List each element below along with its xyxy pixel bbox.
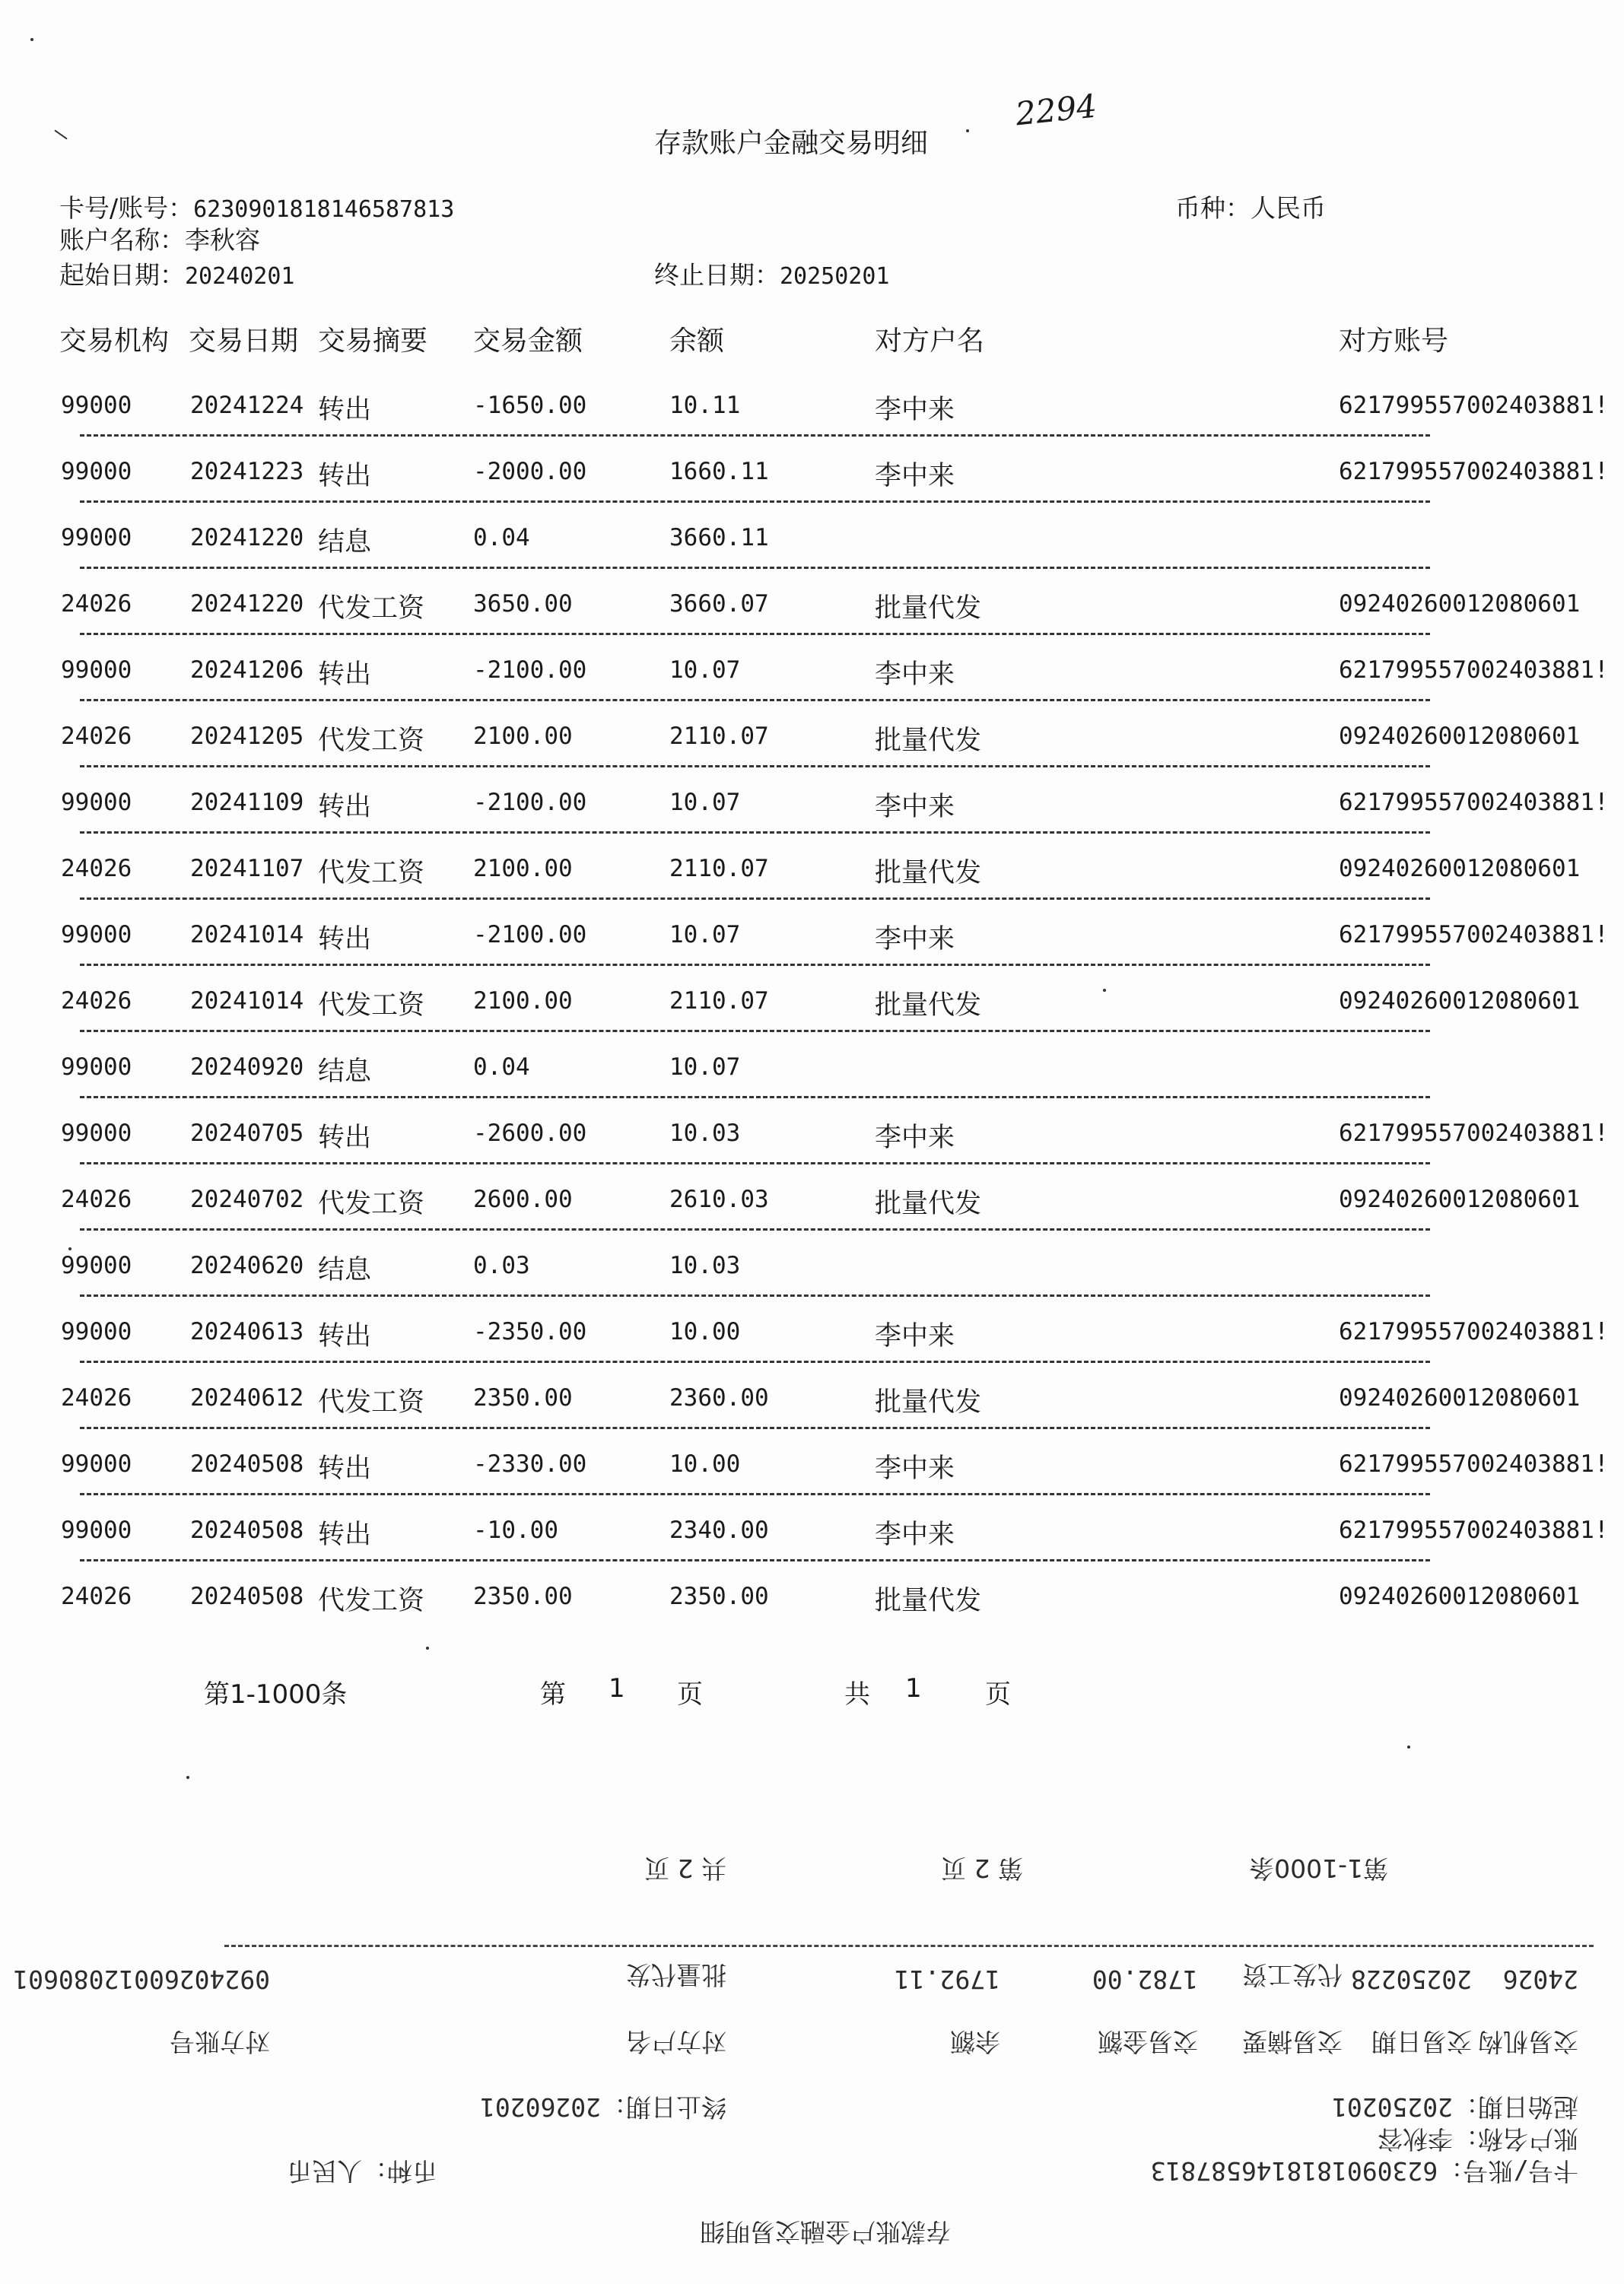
- cell-account: 09240260012080601: [1339, 1384, 1581, 1412]
- scan-speck: [1407, 1746, 1410, 1749]
- cell-balance: 1660.11: [669, 458, 769, 485]
- row-divider: [80, 897, 1430, 900]
- cell-account: 09240260012080601: [1339, 855, 1581, 882]
- page-number: 1: [609, 1673, 625, 1704]
- table-row: [0, 1186, 1624, 1231]
- bleed-row-date: 20250228: [1351, 1965, 1472, 1994]
- cell-date: 20241205: [190, 723, 304, 750]
- table-row: [0, 1120, 1624, 1165]
- handwritten-note: 2294: [1013, 87, 1099, 133]
- currency-value: 人民币: [1251, 193, 1326, 223]
- cell-org: 99000: [61, 524, 132, 551]
- cell-org: 99000: [61, 1450, 132, 1478]
- bleed-page: 第 2 页: [941, 1854, 1023, 1883]
- bleed-start: 起始日期：20250201: [1332, 2092, 1578, 2122]
- bleed-row-summary: 代发工资: [1242, 1960, 1343, 1990]
- cell-amount: -2000.00: [473, 458, 587, 485]
- cell-party: 李中来: [875, 659, 955, 690]
- cell-party: 批量代发: [875, 1387, 982, 1418]
- table-row: [0, 1053, 1624, 1099]
- cell-summary: 结息: [318, 527, 372, 557]
- table-row: [0, 1318, 1624, 1364]
- cell-party: 批量代发: [875, 593, 982, 624]
- cell-account: 621799557002403881!: [1339, 1120, 1609, 1147]
- row-divider: [80, 1493, 1430, 1495]
- row-divider: [80, 434, 1430, 437]
- cell-amount: 2600.00: [473, 1186, 573, 1213]
- cell-org: 24026: [61, 1583, 132, 1610]
- table-row: [0, 987, 1624, 1033]
- cell-summary: 代发工资: [318, 858, 425, 888]
- cell-balance: 10.03: [669, 1252, 741, 1279]
- cell-date: 20240702: [190, 1186, 304, 1213]
- card-account-label: 卡号/账号：: [59, 193, 194, 223]
- cell-org: 99000: [61, 1517, 132, 1544]
- cell-amount: -2100.00: [473, 656, 587, 684]
- bleed-end: 终止日期：20260201: [480, 2092, 726, 2122]
- cell-amount: 0.03: [473, 1252, 530, 1279]
- start-date-label: 起始日期：: [59, 260, 185, 290]
- cell-party: 批量代发: [875, 990, 982, 1021]
- bleed-total: 共 2 页: [644, 1854, 726, 1883]
- table-row: [0, 524, 1624, 570]
- column-header-date: 交易日期: [189, 326, 299, 357]
- cell-balance: 2360.00: [669, 1384, 769, 1412]
- cell-amount: 2350.00: [473, 1384, 573, 1412]
- cell-summary: 代发工资: [318, 1189, 425, 1219]
- cell-account: 621799557002403881!: [1339, 392, 1609, 419]
- cell-summary: 转出: [318, 1321, 372, 1352]
- cell-balance: 2110.07: [669, 855, 769, 882]
- table-row: [0, 723, 1624, 768]
- table-row: [0, 458, 1624, 503]
- cell-balance: 2340.00: [669, 1517, 769, 1544]
- bleed-col-summary: 交易摘要: [1242, 2027, 1343, 2057]
- cell-summary: 转出: [318, 1123, 372, 1153]
- cell-summary: 转出: [318, 659, 372, 690]
- record-range: 第1-1000条: [204, 1679, 348, 1710]
- bleed-title: 存款账户金融交易明细: [700, 2217, 951, 2247]
- cell-date: 20240920: [190, 1053, 304, 1081]
- cell-balance: 2350.00: [669, 1583, 769, 1610]
- row-divider: [80, 500, 1430, 503]
- row-divider: [80, 1559, 1430, 1561]
- cell-date: 20241224: [190, 392, 304, 419]
- cell-account: 09240260012080601: [1339, 590, 1581, 618]
- row-divider: [80, 831, 1430, 834]
- table-row: [0, 921, 1624, 967]
- cell-summary: 转出: [318, 924, 372, 955]
- cell-account: 621799557002403881!: [1339, 1318, 1609, 1345]
- cell-balance: 2110.07: [669, 723, 769, 750]
- page-unit: 页: [677, 1679, 703, 1710]
- row-divider: [80, 1427, 1430, 1429]
- card-account: [59, 189, 454, 224]
- row-divider: [80, 964, 1430, 966]
- cell-balance: 10.03: [669, 1120, 741, 1147]
- cell-summary: 代发工资: [318, 1387, 425, 1418]
- bleed-col-org: 交易机构: [1478, 2027, 1578, 2057]
- table-row: [0, 1583, 1624, 1628]
- cell-amount: 0.04: [473, 1053, 530, 1081]
- cell-org: 24026: [61, 987, 132, 1015]
- cell-account: 621799557002403881!: [1339, 458, 1609, 485]
- cell-org: 99000: [61, 392, 132, 419]
- bleed-col-date: 交易日期: [1371, 2027, 1472, 2057]
- bleed-row-balance: 1792.11: [894, 1965, 1000, 1994]
- start-date: [59, 256, 295, 291]
- currency: [1175, 189, 1326, 224]
- end-date-label: 终止日期：: [654, 260, 780, 290]
- cell-date: 20241109: [190, 789, 304, 816]
- column-header-org: 交易机构: [59, 326, 170, 357]
- cell-account: 621799557002403881!: [1339, 656, 1609, 684]
- cell-org: 99000: [61, 789, 132, 816]
- cell-account: 09240260012080601: [1339, 1583, 1581, 1610]
- cell-party: 李中来: [875, 1321, 955, 1352]
- cell-org: 24026: [61, 723, 132, 750]
- cell-amount: -2600.00: [473, 1120, 587, 1147]
- page-title: 存款账户金融交易明细: [654, 128, 929, 159]
- bleed-row-amount: 1782.00: [1092, 1965, 1198, 1994]
- cell-amount: -10.00: [473, 1517, 558, 1544]
- cell-summary: 结息: [318, 1255, 372, 1285]
- cell-balance: 2110.07: [669, 987, 769, 1015]
- total-label: 共: [844, 1679, 870, 1710]
- table-row: [0, 1252, 1624, 1298]
- cell-balance: 10.07: [669, 656, 741, 684]
- cell-balance: 10.00: [669, 1318, 741, 1345]
- account-name-value: 李秋容: [185, 225, 260, 255]
- cell-account: 09240260012080601: [1339, 723, 1581, 750]
- row-divider: [80, 633, 1430, 635]
- cell-balance: 10.00: [669, 1450, 741, 1478]
- bleed-col-account: 对方账号: [170, 2027, 270, 2057]
- scan-speck: [966, 129, 969, 132]
- cell-party: 批量代发: [875, 726, 982, 756]
- table-row: [0, 1517, 1624, 1562]
- cell-summary: 代发工资: [318, 593, 425, 624]
- cell-date: 20241014: [190, 921, 304, 948]
- row-divider: [80, 1361, 1430, 1363]
- cell-org: 99000: [61, 656, 132, 684]
- cell-date: 20241223: [190, 458, 304, 485]
- bleed-col-party: 对方户名: [626, 2027, 726, 2057]
- cell-summary: 转出: [318, 1520, 372, 1550]
- row-divider: [80, 765, 1430, 767]
- cell-date: 20241107: [190, 855, 304, 882]
- cell-date: 20241014: [190, 987, 304, 1015]
- column-header-amount: 交易金额: [473, 326, 583, 357]
- cell-balance: 10.07: [669, 789, 741, 816]
- cell-org: 99000: [61, 1318, 132, 1345]
- total-number: 1: [905, 1673, 922, 1704]
- cell-party: 李中来: [875, 924, 955, 955]
- table-row: [0, 392, 1624, 437]
- cell-org: 99000: [61, 921, 132, 948]
- cell-account: 621799557002403881!: [1339, 1517, 1609, 1544]
- row-divider: [80, 699, 1430, 701]
- column-header-balance: 余额: [669, 326, 725, 357]
- cell-summary: 代发工资: [318, 1586, 425, 1616]
- scan-speck: [68, 1247, 72, 1250]
- cell-date: 20240508: [190, 1450, 304, 1478]
- bleed-col-balance: 余额: [950, 2027, 1000, 2057]
- cell-amount: 3650.00: [473, 590, 573, 618]
- cell-org: 24026: [61, 590, 132, 618]
- currency-label: 币种：: [1175, 193, 1251, 223]
- bleed-row-party: 批量代发: [626, 1960, 726, 1990]
- cell-org: 99000: [61, 458, 132, 485]
- cell-summary: 转出: [318, 1453, 372, 1484]
- bleed-row-account: 09240260012080601: [13, 1965, 270, 1994]
- row-divider: [80, 1228, 1430, 1231]
- table-row: [0, 855, 1624, 901]
- scan-speck: [426, 1647, 429, 1650]
- column-header-party: 对方户名: [875, 326, 985, 357]
- bleed-currency: 币种：人民币: [287, 2156, 437, 2186]
- cell-account: 621799557002403881!: [1339, 789, 1609, 816]
- cell-party: 李中来: [875, 792, 955, 822]
- cell-date: 20240705: [190, 1120, 304, 1147]
- cell-amount: -1650.00: [473, 392, 587, 419]
- cell-summary: 转出: [318, 395, 372, 425]
- scan-speck: [186, 1776, 189, 1779]
- cell-amount: -2100.00: [473, 921, 587, 948]
- account-name: [59, 221, 260, 256]
- cell-party: 批量代发: [875, 1189, 982, 1219]
- cell-amount: 2100.00: [473, 723, 573, 750]
- cell-org: 99000: [61, 1120, 132, 1147]
- account-name-label: 账户名称：: [59, 225, 185, 255]
- column-header-account: 对方账号: [1339, 326, 1449, 357]
- cell-summary: 代发工资: [318, 990, 425, 1021]
- cell-balance: 10.07: [669, 1053, 741, 1081]
- row-divider: [80, 567, 1430, 569]
- cell-date: 20241220: [190, 524, 304, 551]
- cell-account: 09240260012080601: [1339, 987, 1581, 1015]
- cell-amount: 0.04: [473, 524, 530, 551]
- cell-balance: 10.11: [669, 392, 741, 419]
- cell-date: 20240508: [190, 1583, 304, 1610]
- table-row: [0, 1450, 1624, 1496]
- cell-date: 20240612: [190, 1384, 304, 1412]
- scan-speck: [54, 129, 68, 139]
- cell-date: 20240620: [190, 1252, 304, 1279]
- cell-org: 99000: [61, 1252, 132, 1279]
- bleed-through-section: [0, 1810, 1624, 2282]
- cell-date: 20240613: [190, 1318, 304, 1345]
- cell-amount: -2330.00: [473, 1450, 587, 1478]
- cell-party: 批量代发: [875, 1586, 982, 1616]
- cell-party: 李中来: [875, 1453, 955, 1484]
- cell-amount: 2100.00: [473, 987, 573, 1015]
- cell-balance: 3660.11: [669, 524, 769, 551]
- row-divider: [80, 1096, 1430, 1098]
- cell-account: 09240260012080601: [1339, 1186, 1581, 1213]
- cell-balance: 2610.03: [669, 1186, 769, 1213]
- cell-party: 李中来: [875, 461, 955, 491]
- cell-party: 批量代发: [875, 858, 982, 888]
- bleed-row-divider: [224, 1945, 1594, 1947]
- cell-party: 李中来: [875, 395, 955, 425]
- start-date-value: 20240201: [185, 263, 295, 290]
- cell-summary: 转出: [318, 792, 372, 822]
- cell-amount: 2350.00: [473, 1583, 573, 1610]
- page-label: 第: [540, 1679, 566, 1710]
- cell-account: 621799557002403881!: [1339, 1450, 1609, 1478]
- bleed-range: 第1-1000条: [1249, 1854, 1388, 1883]
- table-row: [0, 656, 1624, 702]
- card-account-value: 6230901818146587813: [193, 196, 455, 223]
- cell-org: 24026: [61, 1186, 132, 1213]
- cell-amount: -2100.00: [473, 789, 587, 816]
- cell-amount: 2100.00: [473, 855, 573, 882]
- cell-date: 20241206: [190, 656, 304, 684]
- row-divider: [80, 1030, 1430, 1032]
- bleed-name: 账户名称：李秋容: [1378, 2124, 1578, 2154]
- table-row: [0, 789, 1624, 834]
- bleed-row-org: 24026: [1502, 1965, 1578, 1994]
- cell-summary: 转出: [318, 461, 372, 491]
- cell-party: 李中来: [875, 1123, 955, 1153]
- cell-party: 李中来: [875, 1520, 955, 1550]
- table-row: [0, 1384, 1624, 1430]
- cell-balance: 10.07: [669, 921, 741, 948]
- scan-speck: [30, 38, 33, 41]
- cell-amount: -2350.00: [473, 1318, 587, 1345]
- cell-summary: 代发工资: [318, 726, 425, 756]
- cell-account: 621799557002403881!: [1339, 921, 1609, 948]
- cell-date: 20241220: [190, 590, 304, 618]
- table-row: [0, 590, 1624, 636]
- cell-org: 99000: [61, 1053, 132, 1081]
- end-date-value: 20250201: [780, 263, 890, 290]
- bleed-card: 卡号/账号：6230901818146587813: [1150, 2156, 1578, 2186]
- cell-org: 24026: [61, 855, 132, 882]
- scan-speck: [1103, 989, 1106, 992]
- cell-org: 24026: [61, 1384, 132, 1412]
- row-divider: [80, 1162, 1430, 1164]
- end-date: [654, 256, 890, 291]
- row-divider: [80, 1294, 1430, 1297]
- cell-balance: 3660.07: [669, 590, 769, 618]
- cell-date: 20240508: [190, 1517, 304, 1544]
- cell-summary: 结息: [318, 1056, 372, 1087]
- bleed-col-amount: 交易金额: [1098, 2027, 1198, 2057]
- total-unit: 页: [985, 1679, 1011, 1710]
- column-header-summary: 交易摘要: [318, 326, 428, 357]
